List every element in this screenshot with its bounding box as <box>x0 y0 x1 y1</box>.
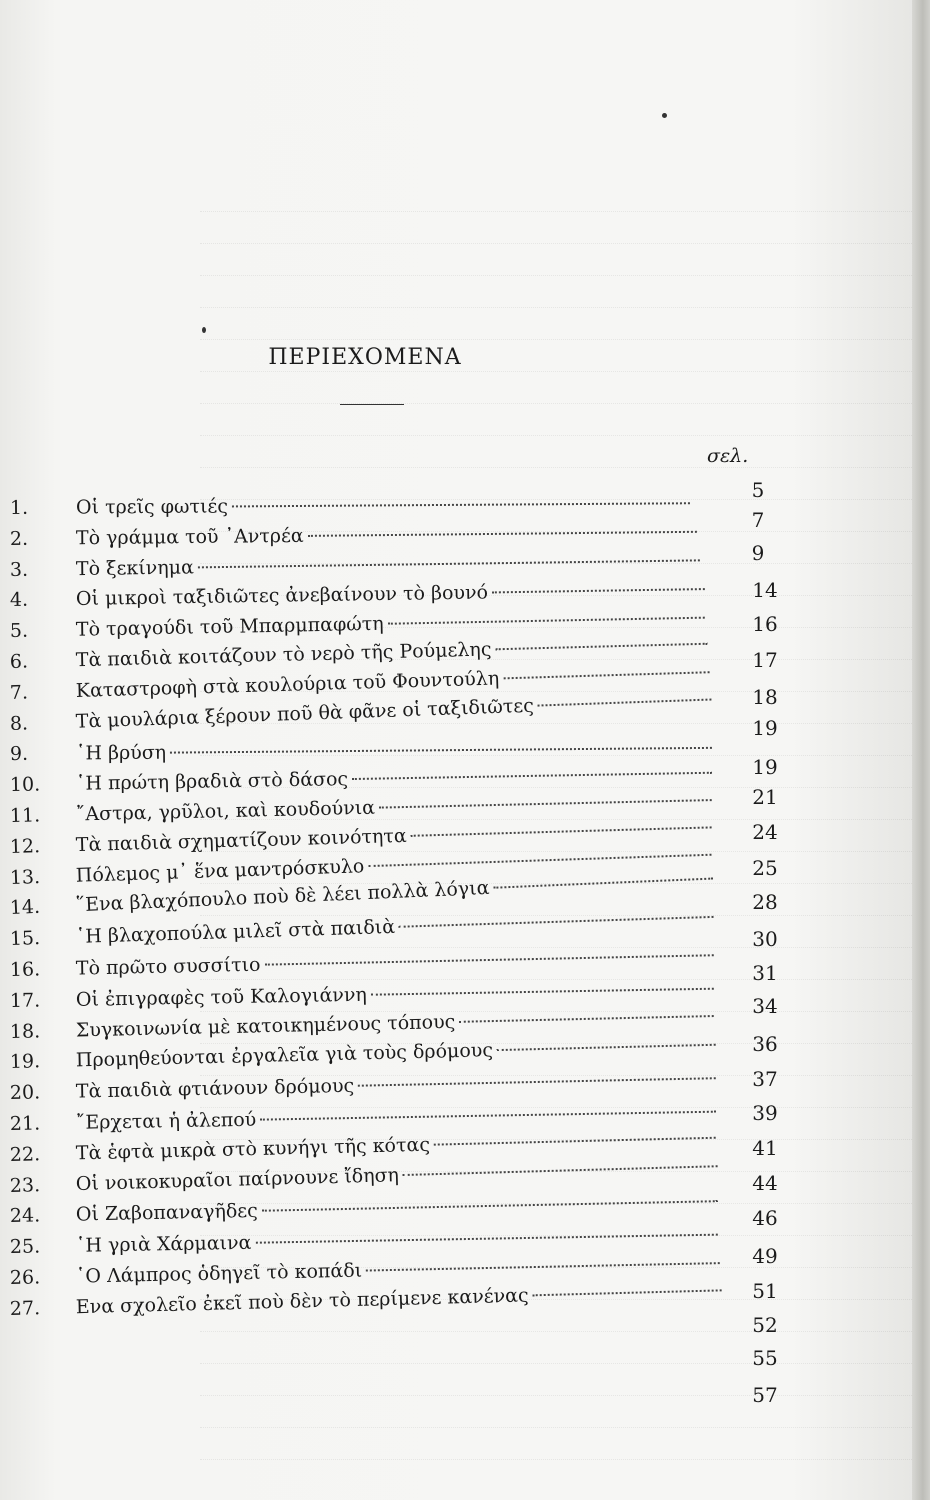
entry-number: 14. <box>9 896 41 920</box>
entry-title: Οἱ Ζαβοπαναγῆδες <box>75 1200 258 1227</box>
entry-title: Τὸ ξεκίνημα <box>75 556 194 580</box>
entry-page-number: 9 <box>751 541 765 565</box>
entry-page-number: 19 <box>752 716 778 740</box>
entry-title: Πόλεμος μ᾿ ἕνα μαντρόσκυλο <box>75 854 365 887</box>
entry-number: 10. <box>9 773 41 797</box>
entry-page-number: 52 <box>752 1313 778 1337</box>
entry-title: Τὸ τραγούδι τοῦ Μπαρμπαφώτη <box>75 613 384 641</box>
dot-leader <box>533 1289 722 1296</box>
entry-page-number: 41 <box>752 1136 778 1160</box>
entry-number: 23. <box>9 1173 41 1197</box>
entry-page-number: 36 <box>752 1032 778 1056</box>
page-column-label: σελ. <box>707 445 749 467</box>
dot-leader <box>358 1077 716 1086</box>
entry-title: Τὰ μουλάρια ξέρουν ποῦ θὰ φᾶνε οἱ ταξιδιῶτες <box>75 694 535 733</box>
entry-page-number: 34 <box>752 994 778 1018</box>
entry-number: 12. <box>9 834 41 858</box>
entry-page-number: 21 <box>752 785 778 809</box>
entry-page-number: 49 <box>752 1244 778 1268</box>
dot-leader <box>388 617 705 625</box>
dot-leader <box>495 643 707 651</box>
entry-page-number: 14 <box>752 578 778 602</box>
entry-number: 6. <box>9 650 29 673</box>
entry-number: 21. <box>9 1112 41 1135</box>
entry-title: ῾Η γριὰ Χάρμαινα <box>75 1231 252 1258</box>
dot-leader <box>411 826 712 836</box>
entry-number: 5. <box>9 619 29 643</box>
entry-number: 9. <box>9 743 29 766</box>
entry-title: ῾Ο Λάμπρος ὁδηγεῖ τὸ κοπάδι <box>75 1259 363 1288</box>
dot-leader <box>434 1137 716 1146</box>
entry-title: ῾Η πρώτη βραδιὰ στὸ δάσος <box>75 768 349 796</box>
entry-number: 1. <box>9 496 29 519</box>
dot-leader <box>399 916 714 928</box>
entry-title: Τὰ παιδιὰ σχηματίζουν κοινότητα <box>75 824 407 856</box>
entry-title: Προμηθεύονται ἐργαλεῖα γιὰ τοὺς δρόμους <box>75 1039 494 1072</box>
dot-leader <box>497 1044 716 1051</box>
entry-number: 15. <box>9 927 41 951</box>
dot-leader <box>368 853 711 866</box>
entry-page-number: 46 <box>752 1206 778 1230</box>
entry-title: Οἱ τρεῖς φωτιές <box>75 495 229 519</box>
entry-number: 4. <box>9 589 29 612</box>
entry-number: 16. <box>9 958 41 981</box>
entry-title: Οἱ νοικοκυραῖοι παίρνουνε ἴδηση <box>75 1163 400 1195</box>
dot-leader <box>459 1015 714 1023</box>
dot-leader <box>371 988 714 996</box>
dot-leader <box>403 1165 718 1176</box>
entry-page-number: 44 <box>752 1171 778 1195</box>
entry-title: ῎Αστρα, γρῦλοι, καὶ κουδούνια <box>75 796 376 826</box>
dot-leader <box>538 698 712 706</box>
entry-title: ῞Ενα βλαχόπουλο ποὺ δὲ λέει πολλὰ λόγια <box>75 877 490 917</box>
entry-number: 19. <box>9 1050 41 1074</box>
entry-number: 11. <box>9 804 41 827</box>
entry-number: 22. <box>9 1143 41 1166</box>
entry-number: 13. <box>9 865 41 889</box>
entry-page-number: 30 <box>752 927 778 951</box>
entry-number: 3. <box>9 558 29 581</box>
entry-page-number: 31 <box>752 961 778 985</box>
entry-number: 8. <box>9 711 29 735</box>
entry-page-number: 57 <box>752 1383 778 1407</box>
entry-number: 18. <box>9 1019 41 1043</box>
entry-title: Τὰ παιδιὰ φτιάνουν δρόμους <box>75 1074 355 1103</box>
entry-page-number: 18 <box>752 685 778 709</box>
dot-leader <box>493 878 713 889</box>
entry-title: Συγκοινωνία μὲ κατοικημένους τόπους <box>75 1010 456 1042</box>
dot-leader <box>366 1262 720 1271</box>
entry-number: 24. <box>9 1204 41 1228</box>
entry-title: ῾Η βρύση <box>75 742 167 765</box>
dot-leader <box>232 502 690 507</box>
entry-page-number: 39 <box>752 1101 778 1125</box>
entry-page-number: 17 <box>752 648 778 672</box>
entry-title: Καταστροφὴ στὰ κουλούρια τοῦ Φουντούλη <box>75 667 500 702</box>
dot-leader <box>503 671 709 679</box>
entry-title: Οἱ ἐπιγραφὲς τοῦ Καλογιάννη <box>75 983 367 1011</box>
entry-number: 7. <box>9 681 29 704</box>
entry-number: 25. <box>9 1235 41 1259</box>
entry-page-number: 7 <box>751 508 765 532</box>
entry-title: Τὰ ἑφτὰ μικρὰ στὸ κυνήγι τῆς κότας <box>75 1133 431 1165</box>
entry-page-number: 24 <box>752 820 778 844</box>
entry-title: ῾Η βλαχοπούλα μιλεῖ στὰ παιδιὰ <box>75 916 396 949</box>
entry-title: Τὸ πρῶτο συσσίτιο <box>75 953 261 980</box>
dot-leader <box>264 954 713 965</box>
dot-leader <box>352 772 712 780</box>
entry-number: 26. <box>9 1266 41 1289</box>
dot-leader <box>308 531 697 537</box>
entry-number: 20. <box>9 1081 41 1105</box>
entry-page-number: 51 <box>752 1279 778 1303</box>
contents-heading: ΠΕΡΙΕΧΟΜΕΝΑ <box>268 345 462 370</box>
entry-title: Τὸ γράμμα τοῦ ᾿Αντρέα <box>75 524 304 550</box>
entry-page-number: 16 <box>752 612 778 636</box>
entry-number: 17. <box>9 989 41 1012</box>
entry-page-number: 19 <box>752 755 778 779</box>
entry-title: Τὰ παιδιὰ κοιτάζουν τὸ νερὸ τῆς Ρούμελης <box>75 638 492 672</box>
entry-title: Οἱ μικροὶ ταξιδιῶτες ἀνεβαίνουν τὸ βουνό <box>75 581 489 611</box>
dot-leader <box>198 559 700 568</box>
entry-page-number: 37 <box>752 1067 778 1091</box>
dot-leader <box>170 747 712 754</box>
entry-page-number: 25 <box>752 856 778 880</box>
dot-leader <box>260 1111 716 1121</box>
entry-page-number: 5 <box>751 478 765 502</box>
dot-leader <box>262 1201 718 1213</box>
entry-page-number: 55 <box>752 1346 778 1370</box>
dot-leader <box>492 588 705 593</box>
entry-number: 2. <box>9 527 29 550</box>
dot-leader <box>379 799 712 809</box>
entry-title: ῎Ερχεται ἡ ἀλεπού <box>75 1108 257 1134</box>
entry-number: 27. <box>9 1297 41 1320</box>
entry-page-number: 28 <box>752 890 778 914</box>
entry-title: Ενα σχολεῖο ἐκεῖ ποὺ δὲν τὸ περίμενε κανένας <box>75 1284 529 1319</box>
dot-leader <box>255 1234 717 1244</box>
